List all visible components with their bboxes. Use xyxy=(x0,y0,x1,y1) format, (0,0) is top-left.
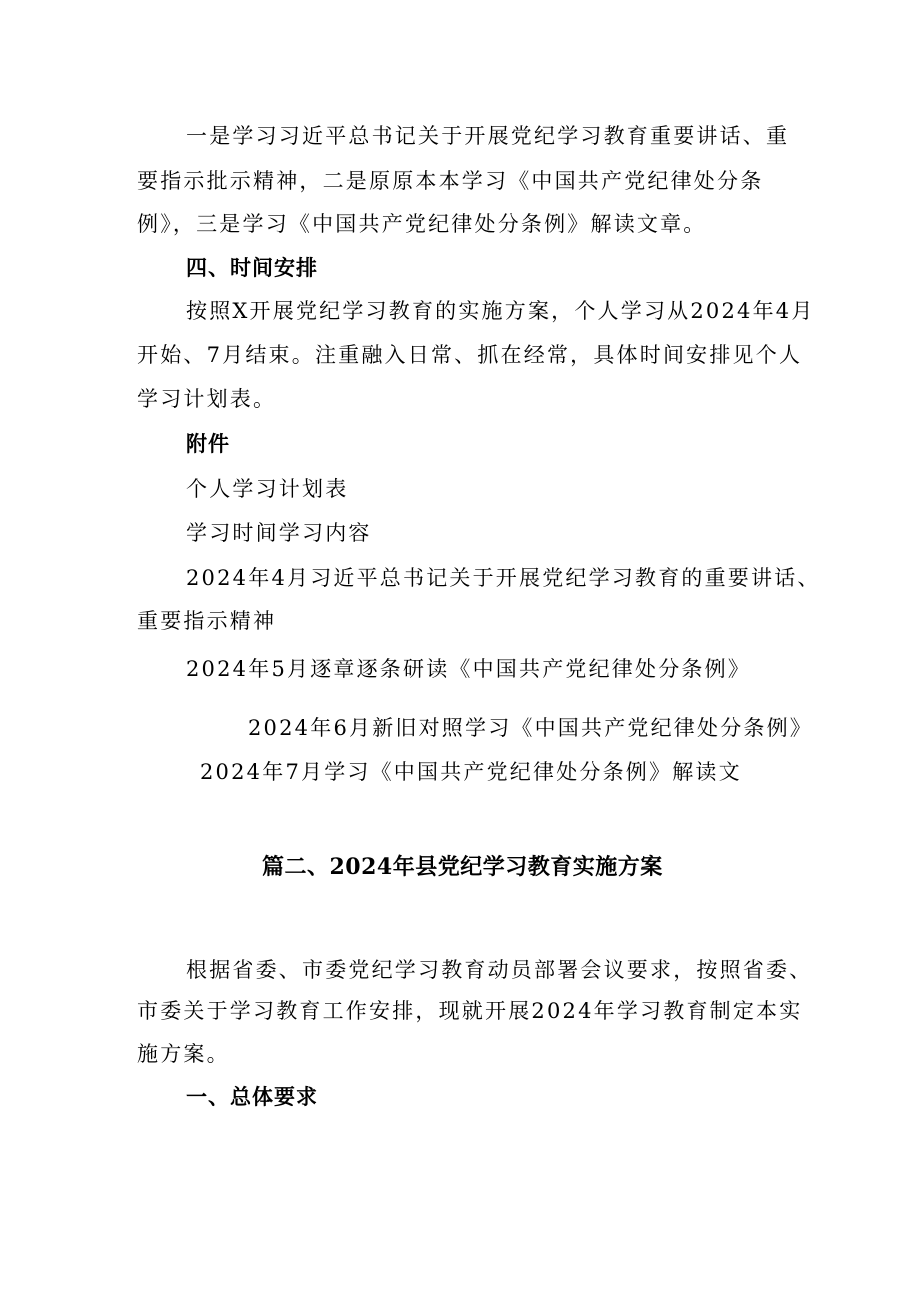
plan-row-may: 2024年5月逐章逐条研读《中国共产党纪律处分条例》 xyxy=(186,657,752,681)
plan-row-april-continued: 重要指示精神 xyxy=(137,609,277,633)
schedule-paragraph-line-3: 学习计划表。 xyxy=(137,387,277,411)
intro-paragraph-line-3: 施方案。 xyxy=(137,1042,230,1066)
content-paragraph-line-1: 一是学习习近平总书记关于开展党纪学习教育重要讲话、重 xyxy=(186,124,790,148)
content-paragraph-line-2: 要指示批示精神，二是原原本本学习《中国共产党纪律处分条 xyxy=(137,169,764,193)
schedule-paragraph-line-2: 开始、7月结束。注重融入日常、抓在经常，具体时间安排见个人 xyxy=(137,343,803,367)
schedule-paragraph-line-1: 按照X开展党纪学习教育的实施方案，个人学习从2024年4月 xyxy=(186,299,815,323)
attachment-heading: 附件 xyxy=(186,432,230,456)
plan-title: 个人学习计划表 xyxy=(186,477,349,501)
plan-row-july: 2024年7月学习《中国共产党纪律处分条例》解读文 xyxy=(200,760,742,784)
schedule-heading: 四、时间安排 xyxy=(186,256,318,280)
overall-requirements-heading: 一、总体要求 xyxy=(186,1085,318,1109)
section-two-title: 篇二、2024年县党纪学习教育实施方案 xyxy=(262,854,663,880)
intro-paragraph-line-2: 市委关于学习教育工作安排，现就开展2024年学习教育制定本实 xyxy=(137,999,803,1023)
plan-header: 学习时间学习内容 xyxy=(186,521,372,545)
content-paragraph-line-3: 例》，三是学习《中国共产党纪律处分条例》解读文章。 xyxy=(137,212,707,236)
plan-row-april: 2024年4月习近平总书记关于开展党纪学习教育的重要讲话、 xyxy=(186,566,821,590)
intro-paragraph-line-1: 根据省委、市委党纪学习教育动员部署会议要求，按照省委、 xyxy=(186,958,813,982)
plan-row-june: 2024年6月新旧对照学习《中国共产党纪律处分条例》 xyxy=(248,716,814,740)
